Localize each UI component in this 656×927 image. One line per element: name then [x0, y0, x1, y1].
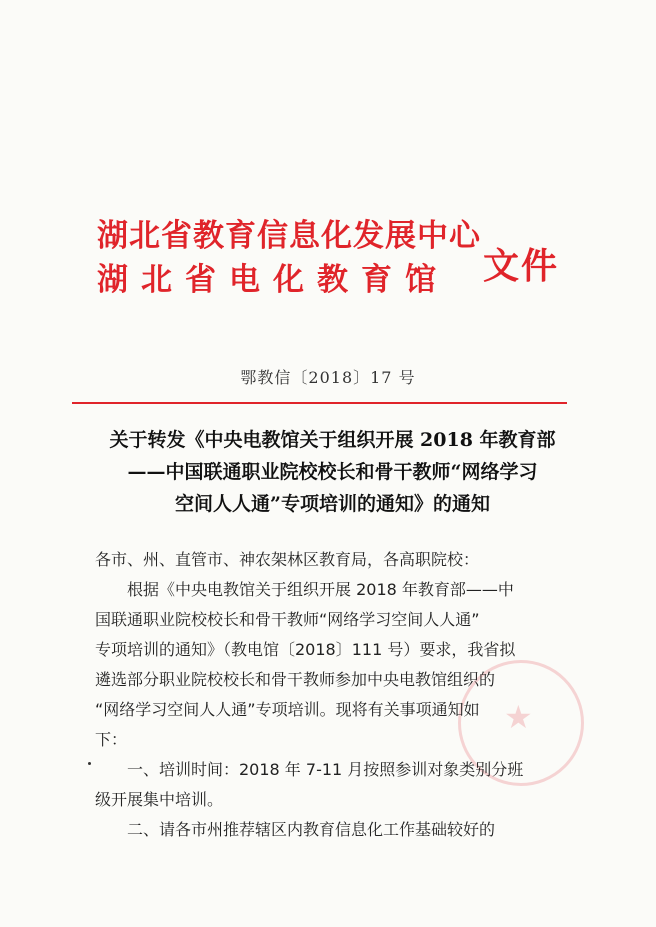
- body-line: 遴选部分职业院校校长和骨干教师参加中央电教馆组织的: [95, 670, 496, 689]
- body-line: 一、培训时间：2018 年 7-11 月按照参训对象类别分班: [127, 760, 524, 779]
- red-divider-rule: [72, 402, 567, 404]
- body-line: 根据《中央电教馆关于组织开展 2018 年教育部——中: [127, 580, 514, 599]
- issuer-name-line2: 湖北省电化教育馆: [97, 262, 449, 298]
- document-body: [95, 545, 565, 845]
- seal-star-icon: ★: [504, 698, 533, 736]
- salutation: 各市、州、直管市、神农架林区教育局，各高职院校：: [95, 550, 480, 569]
- margin-mark: [88, 762, 91, 765]
- body-line: 国联通职业院校校长和骨干教师“网络学习空间人人通”: [95, 610, 480, 629]
- body-line: “网络学习空间人人通”专项培训。现将有关事项通知如: [95, 700, 480, 719]
- body-line: 级开展集中培训。: [95, 790, 224, 809]
- document-type-label: 文件: [483, 245, 560, 287]
- document-title: [70, 424, 595, 520]
- title-line: ——中国联通职业院校校长和骨干教师“网络学习: [127, 461, 538, 483]
- document-number: 鄂教信〔2018〕17 号: [240, 368, 416, 387]
- issuer-block: [97, 218, 481, 300]
- body-line: 专项培训的通知》（教电馆〔2018〕111 号）要求，我省拟: [95, 640, 516, 659]
- body-line: 下：: [95, 730, 128, 749]
- title-line: 空间人人通”专项培训的通知》的通知: [175, 493, 490, 515]
- title-line: 关于转发《中央电教馆关于组织开展 2018 年教育部: [109, 429, 556, 451]
- body-line: 二、请各市州推荐辖区内教育信息化工作基础较好的: [127, 820, 496, 839]
- issuer-name-line1: 湖北省教育信息化发展中心: [97, 218, 481, 254]
